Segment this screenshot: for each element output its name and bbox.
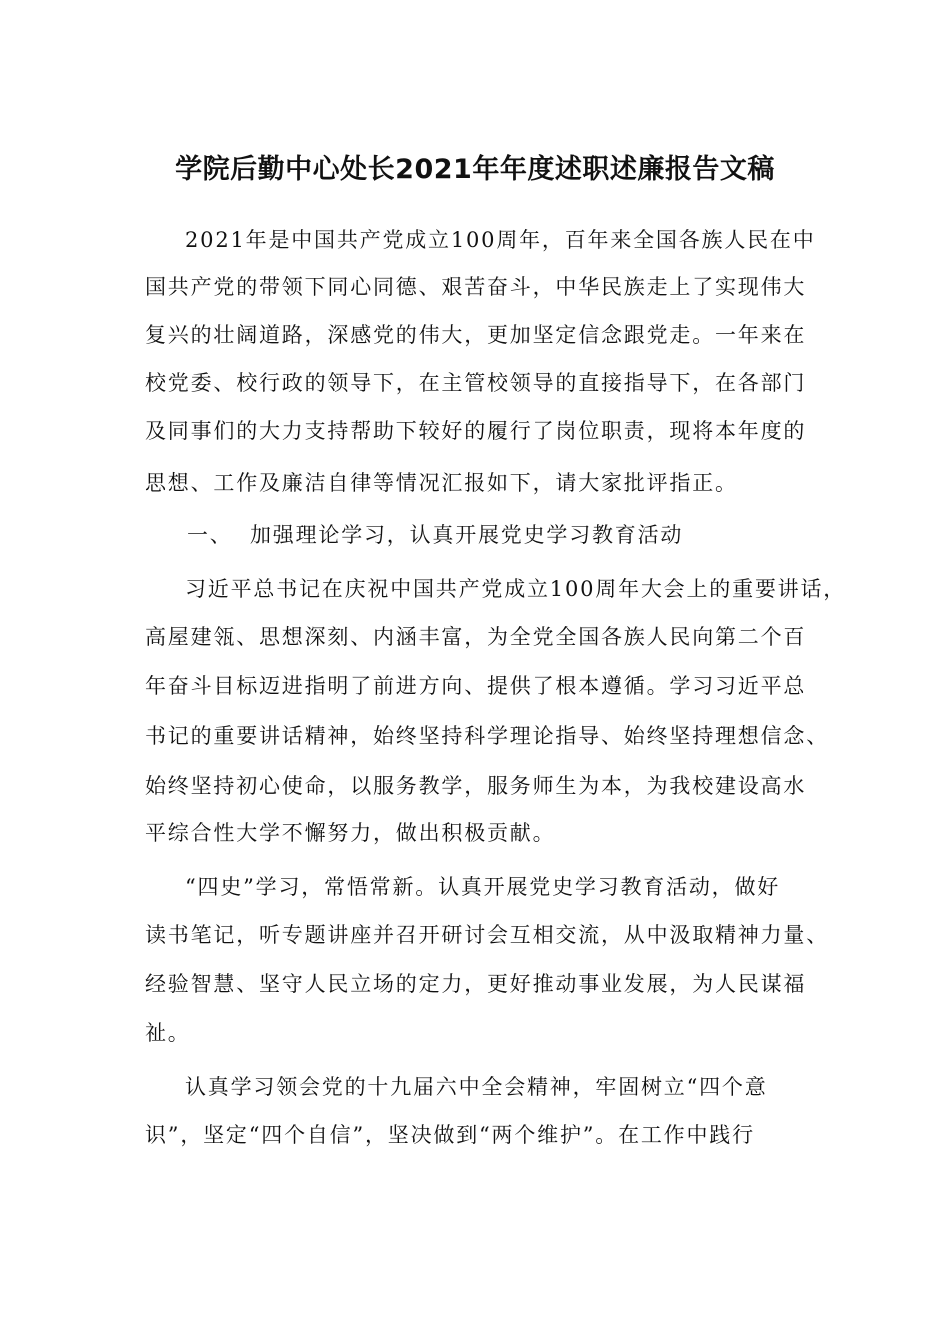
paragraph-line: 书记的重要讲话精神，始终坚持科学理论指导、始终坚持理想信念、 xyxy=(145,724,829,748)
paragraph-line: 思想、工作及廉洁自律等情况汇报如下，请大家批评指正。 xyxy=(145,471,738,495)
section-heading-text: 加强理论学习，认真开展党史学习教育活动 xyxy=(250,523,684,547)
paragraph-line: 复兴的壮阔道路，深感党的伟大，更加坚定信念跟党走。一年来在 xyxy=(145,323,807,347)
section-heading-number: 一、 xyxy=(187,523,233,547)
paragraph-line: 年奋斗目标迈进指明了前进方向、提供了根本遵循。学习习近平总 xyxy=(145,674,807,698)
paragraph-line: “四史”学习，常悟常新。认真开展党史学习教育活动，做好 xyxy=(185,875,781,899)
paragraph-line: 2021年是中国共产党成立100周年，百年来全国各族人民在中 xyxy=(185,228,816,252)
paragraph-line: 及同事们的大力支持帮助下较好的履行了岗位职责，现将本年度的 xyxy=(145,419,807,443)
paragraph-line: 始终坚持初心使命，以服务教学，服务师生为本，为我校建设高水 xyxy=(145,774,807,798)
paragraph-line: 习近平总书记在庆祝中国共产党成立100周年大会上的重要讲话， xyxy=(185,577,847,601)
paragraph-line: 校党委、校行政的领导下，在主管校领导的直接指导下，在各部门 xyxy=(145,371,807,395)
document-title: 学院后勤中心处长2021年年度述职述廉报告文稿 xyxy=(175,154,775,185)
paragraph-line: 平综合性大学不懈努力，做出积极贡献。 xyxy=(145,821,556,845)
paragraph-line: 高屋建瓴、思想深刻、内涵丰富，为全党全国各族人民向第二个百 xyxy=(145,625,807,649)
paragraph-line: 读书笔记，听专题讲座并召开研讨会互相交流，从中汲取精神力量、 xyxy=(145,923,829,947)
paragraph-line: 识”，坚定“四个自信”，坚决做到“两个维护”。在工作中践行 xyxy=(145,1123,755,1147)
paragraph-line: 国共产党的带领下同心同德、艰苦奋斗，中华民族走上了实现伟大 xyxy=(145,275,807,299)
paragraph-line: 祉。 xyxy=(145,1021,191,1045)
paragraph-line: 经验智慧、坚守人民立场的定力，更好推动事业发展，为人民谋福 xyxy=(145,972,807,996)
paragraph-line: 认真学习领会党的十九届六中全会精神，牢固树立“四个意 xyxy=(185,1075,768,1099)
